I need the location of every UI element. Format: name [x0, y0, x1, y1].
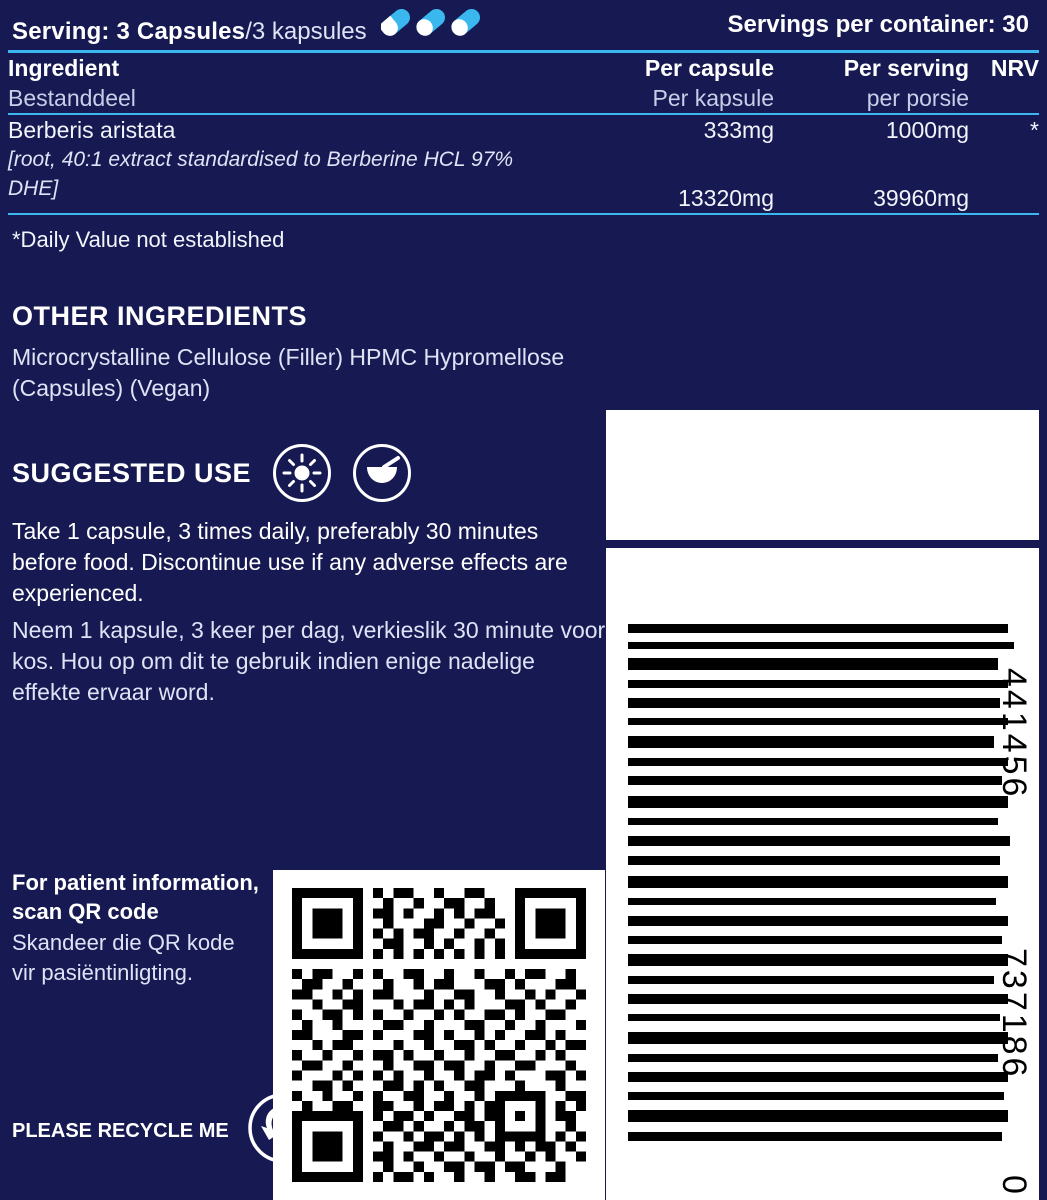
header-per-capsule-alt: Per kapsule [652, 85, 774, 111]
ingredient-name: Berberis aristata [8, 117, 176, 143]
supplement-facts-body [8, 115, 1039, 213]
mortar-pestle-icon [353, 444, 411, 502]
qr-code[interactable] [273, 870, 605, 1200]
per-capsule-cell [564, 115, 774, 213]
suggested-use-text-af: Neem 1 kapsule, 3 keer per dag, verkieslik 30 minute voor kos. Hou op om dit te gebruik indien enige nadelige effekte ervaar word. [12, 617, 606, 705]
table-header-row [8, 53, 1039, 113]
suggested-use-heading: SUGGESTED USE [12, 457, 252, 488]
recycle-text: PLEASE RECYCLE ME [12, 1119, 229, 1142]
nrv-value: * [1030, 117, 1039, 143]
header-nrv-cell [969, 53, 1039, 113]
per-serving-value-secondary: 39960mg [873, 185, 969, 211]
sun-icon [273, 444, 331, 502]
serving-size-label-alt: /3 kapsules [245, 17, 367, 45]
white-panel [606, 410, 1039, 540]
header-per-serving-alt: per porsie [866, 85, 969, 111]
patient-info-block [12, 868, 262, 988]
per-capsule-value: 333mg [703, 117, 774, 143]
suggested-use-text-en: Take 1 capsule, 3 times daily, preferably 30 minutes before food. Discontinue use if any adverse effects are experienced. [12, 518, 568, 606]
supplement-facts-table [8, 53, 1039, 113]
header-per-capsule-cell [564, 53, 774, 113]
patient-info-text-en: For patient information, scan QR code [12, 870, 259, 924]
ingredient-description: [root, 40:1 extract standardised to Berberine HCL 97% DHE] [8, 148, 514, 200]
header-per-capsule: Per capsule [644, 55, 774, 81]
serving-size-label: Serving: 3 Capsules [12, 17, 246, 45]
header-nrv: NRV [990, 55, 1039, 81]
other-ingredients-heading: OTHER INGREDIENTS [12, 301, 308, 331]
barcode-digits-last: 0 [995, 1175, 1033, 1194]
header-ingredient-alt: Bestanddeel [8, 85, 136, 111]
table-row [8, 115, 1039, 213]
header-per-serving: Per serving [843, 55, 969, 81]
servings-per-container: Servings per container: 30 [727, 11, 1029, 38]
qr-code-image [291, 888, 587, 1182]
serving-left-group [12, 5, 485, 46]
daily-value-footnote: *Daily Value not established [12, 227, 285, 252]
capsules-icon [381, 8, 485, 47]
barcode-digits-upper: 441456 [995, 668, 1033, 800]
per-serving-value: 1000mg [885, 117, 969, 143]
per-serving-cell [774, 115, 969, 213]
header-ingredient: Ingredient [8, 55, 120, 81]
other-ingredients-text: Microcrystalline Cellulose (Filler) HPMC Hypromellose (Capsules) (Vegan) [12, 344, 565, 401]
barcode-icon [628, 620, 1014, 1165]
barcode-panel [606, 548, 1039, 1200]
nrv-cell [969, 115, 1039, 213]
serving-header [8, 0, 1039, 50]
barcode-digits-lower: 737186 [995, 948, 1033, 1080]
per-capsule-value-secondary: 13320mg [678, 185, 774, 211]
header-per-serving-cell [774, 53, 969, 113]
header-ingredient-cell [8, 53, 564, 113]
ingredient-cell [8, 115, 564, 213]
patient-info-text-af: Skandeer die QR kode vir pasiëntinligting. [12, 930, 235, 985]
